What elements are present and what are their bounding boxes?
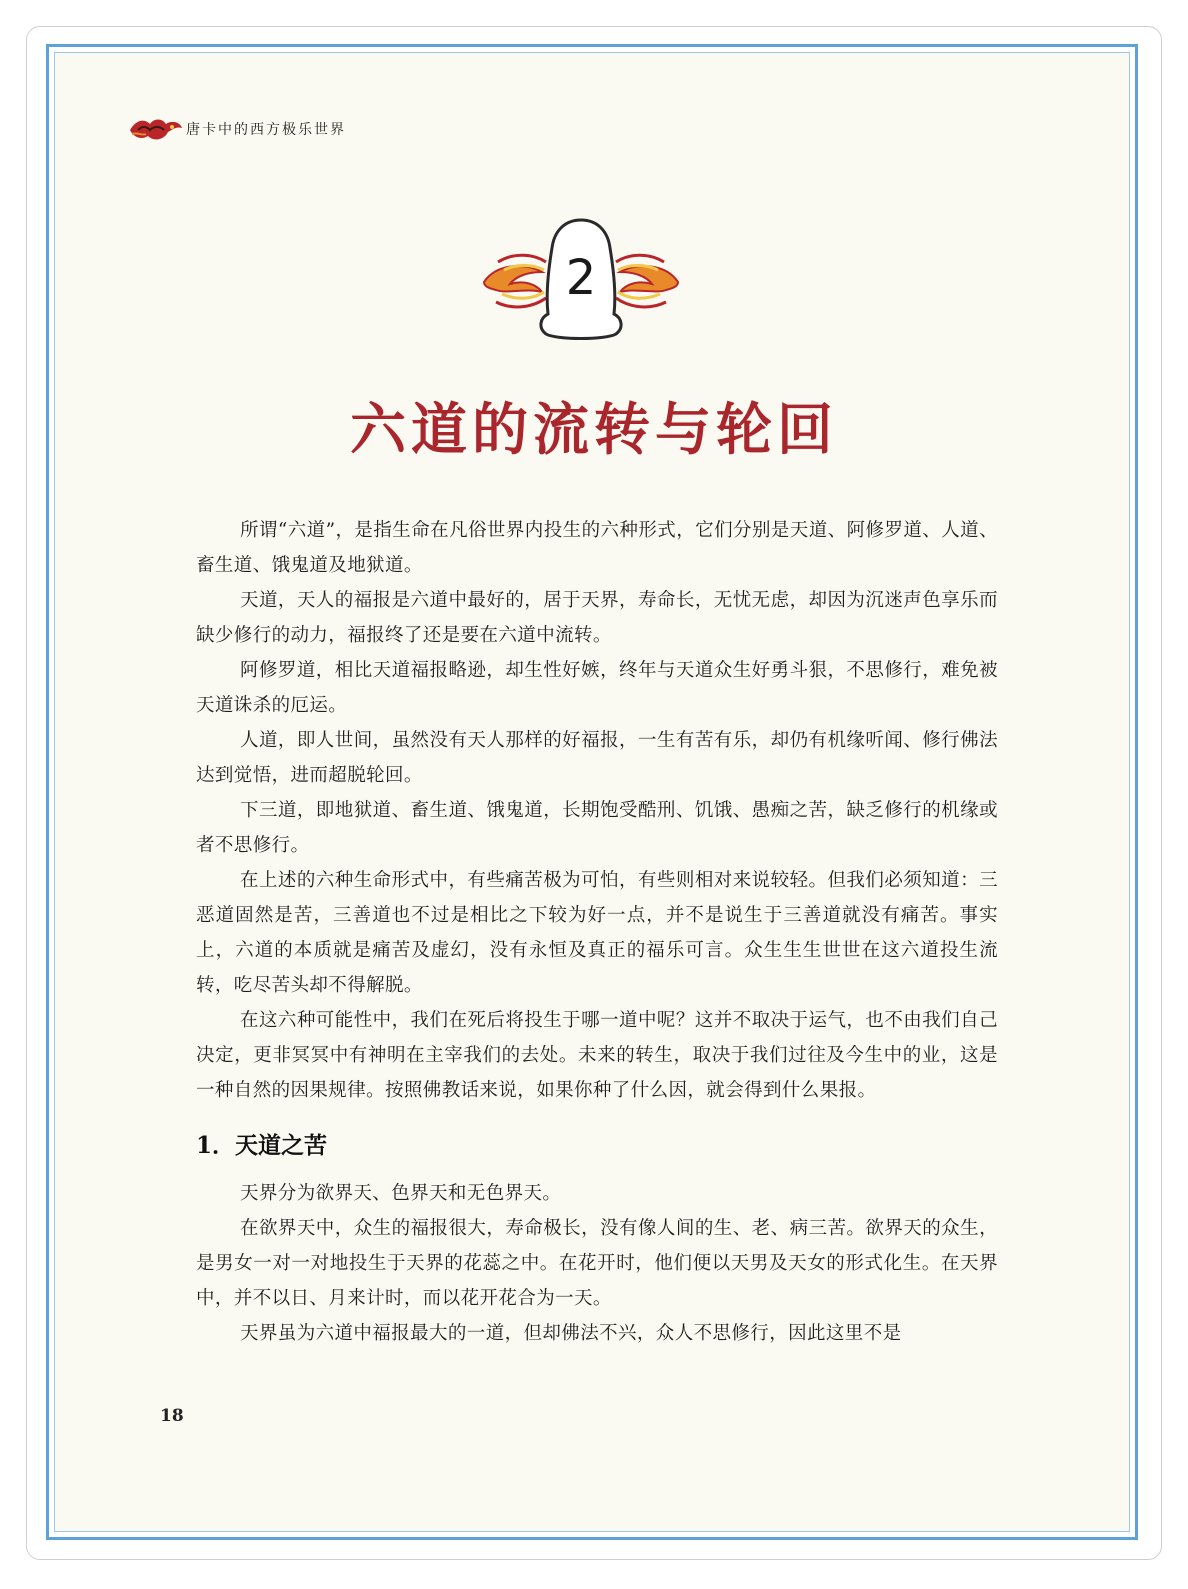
paragraph: 阿修罗道，相比天道福报略逊，却生性好嫉，终年与天道众生好勇斗狠，不思修行，难免被天道诛杀的厄运。: [196, 660, 998, 716]
paragraph: 下三道，即地狱道、畜生道、饿鬼道，长期饱受酷刑、饥饿、愚痴之苦，缺乏修行的机缘或者不思修行。: [196, 800, 998, 856]
paragraph: 在上述的六种生命形式中，有些痛苦极为可怕，有些则相对来说较轻。但我们必须知道：三恶道固然是苦，三善道也不过是相比之下较为好一点，并不是说生于三善道就没有痛苦。事实上，六道的本质就是痛苦及虚幻，没有永恒及真正的福乐可言。众生生生世世在这六道投生流转，吃尽苦头却不得解脱。: [196, 870, 998, 996]
page-number: 18: [160, 1406, 184, 1426]
cloud-swirl-right-icon: [616, 255, 678, 307]
cloud-swirl-left-icon: [484, 255, 546, 307]
paragraph: 天界虽为六道中福报最大的一道，但却佛法不兴，众人不思修行，因此这里不是: [240, 1323, 902, 1344]
paragraph: 在这六种可能性中，我们在死后将投生于哪一道中呢？这并不取决于运气，也不由我们自己决定，更非冥冥中有神明在主宰我们的去处。未来的转生，取决于我们过往及今生中的业，这是一种自然的因果规律。按照佛教话来说，如果你种了什么因，就会得到什么果报。: [196, 1010, 998, 1101]
paragraph: 人道，即人世间，虽然没有天人那样的好福报，一生有苦有乐，却仍有机缘听闻、修行佛法达到觉悟，进而超脱轮回。: [196, 730, 998, 786]
paragraph: 天界分为欲界天、色界天和无色界天。: [240, 1183, 562, 1204]
chapter-number: 2: [565, 250, 597, 306]
section-heading: 1．天道之苦: [196, 1132, 328, 1159]
chapter-title: 六道的流转与轮回: [350, 397, 838, 463]
dragon-ornament-icon: [128, 114, 184, 144]
paragraph: 所谓“六道”，是指生命在凡俗世界内投生的六种形式，它们分别是天道、阿修罗道、人道、畜生道、饿鬼道及地狱道。: [196, 520, 998, 576]
paragraph: 在欲界天中，众生的福报很大，寿命极长，没有像人间的生、老、病三苦。欲界天的众生，是男女一对一对地投生于天界的花蕊之中。在花开时，他们便以天男及天女的形式化生。在天界中，并不以日、月来计时，而以花开花合为一天。: [196, 1218, 998, 1309]
running-header: [128, 114, 346, 144]
paragraph: 天道，天人的福报是六道中最好的，居于天界，寿命长，无忧无虑，却因为沉迷声色享乐而缺少修行的动力，福报终了还是要在六道中流转。: [196, 590, 998, 646]
body-text: [196, 513, 998, 1351]
running-header-title: 唐卡中的西方极乐世界: [186, 122, 346, 138]
chapter-number-emblem: [476, 214, 686, 344]
